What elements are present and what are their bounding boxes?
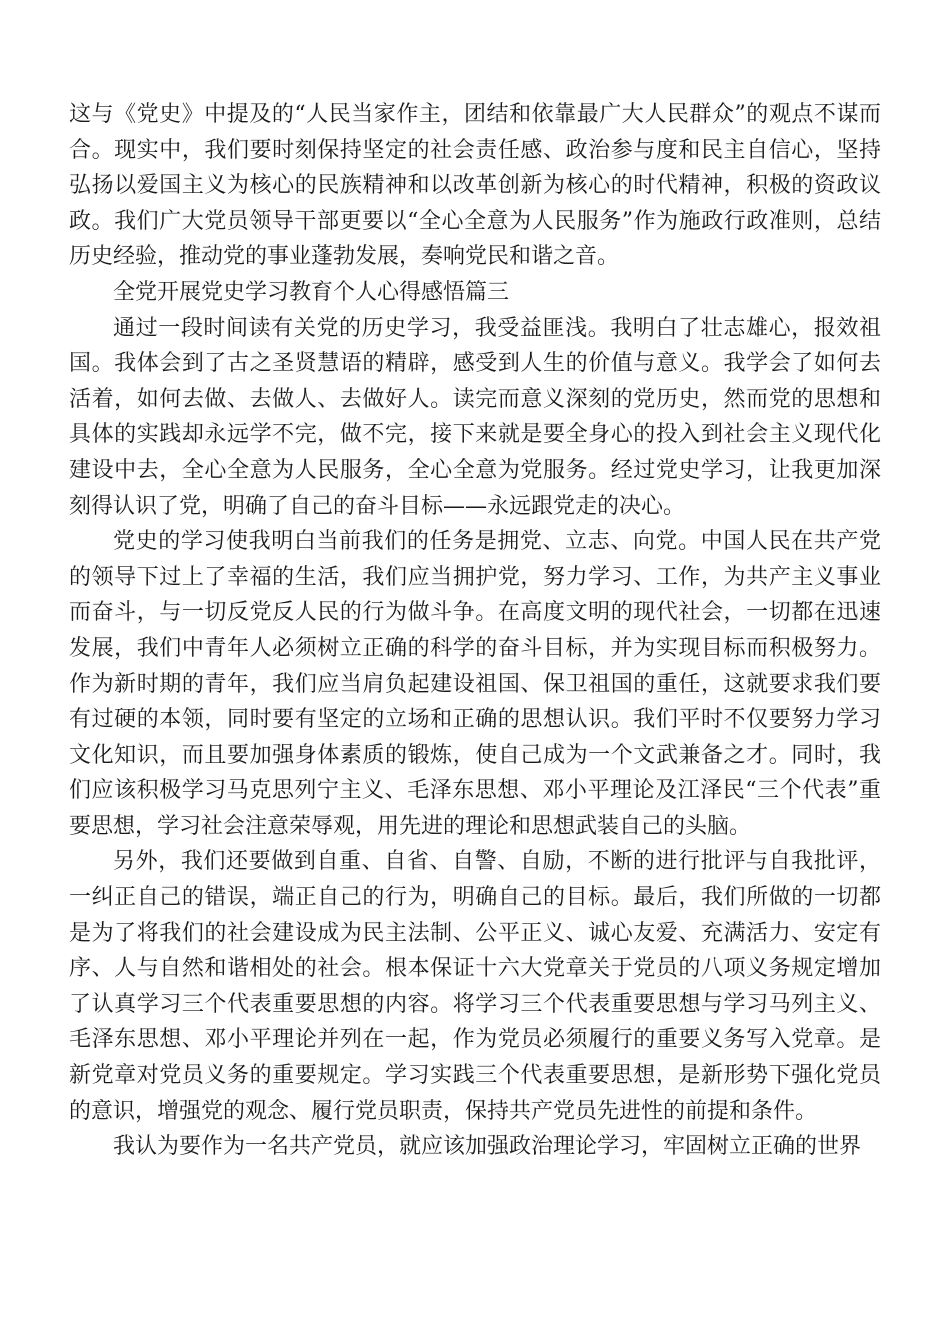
- document-body: [69, 97, 881, 1165]
- paragraph: 另外，我们还要做到自重、自省、自警、自励，不断的进行批评与自我批评，一纠正自己的错误，端正自己的行为，明确自己的目标。最后，我们所做的一切都是为了将我们的社会建设成为民主法制、公平正义、诚心友爱、充满活力、安定有序、人与自然和谐相处的社会。根本保证十六大党章关于党员的八项义务规定增加了认真学习三个代表重要思想的内容。将学习三个代表重要思想与学习马列主义、毛泽东思想、邓小平理论并列在一起，作为党员必须履行的重要义务写入党章。是新党章对党员义务的重要规定。学习实践三个代表重要思想，是新形势下强化党员的意识，增强党的观念、履行党员职责，保持共产党员先进性的前提和条件。: [69, 849, 881, 1124]
- section-heading: 全党开展党史学习教育个人心得感悟篇三: [113, 279, 510, 305]
- paragraph: 通过一段时间读有关党的历史学习，我受益匪浅。我明白了壮志雄心，报效祖国。我体会到了古之圣贤慧语的精辟，感受到人生的价值与意义。我学会了如何去活着，如何去做、去做人、去做好人。读完而意义深刻的党历史，然而党的思想和具体的实践却永远学不完，做不完，接下来就是要全身心的投入到社会主义现代化建设中去，全心全意为人民服务，全心全意为党服务。经过党史学习，让我更加深刻得认识了党，明确了自己的奋斗目标——永远跟党走的决心。: [69, 315, 881, 519]
- paragraph: 党史的学习使我明白当前我们的任务是拥党、立志、向党。中国人民在共产党的领导下过上了幸福的生活，我们应当拥护党，努力学习、工作，为共产主义事业而奋斗，与一切反党反人民的行为做斗争。在高度文明的现代社会，一切都在迅速发展，我们中青年人必须树立正确的科学的奋斗目标，并为实现目标而积极努力。作为新时期的青年，我们应当肩负起建设祖国、保卫祖国的重任，这就要求我们要有过硬的本领，同时要有坚定的立场和正确的思想认识。我们平时不仅要努力学习文化知识，而且要加强身体素质的锻炼，使自己成为一个文武兼备之才。同时，我们应该积极学习马克思列宁主义、毛泽东思想、邓小平理论及江泽民“三个代表”重要思想，学习社会注意荣辱观，用先进的理论和思想武装自己的头脑。: [69, 529, 881, 839]
- paragraph-continuation: 这与《党史》中提及的“人民当家作主，团结和依靠最广大人民群众”的观点不谋而合。现实中，我们要时刻保持坚定的社会责任感、政治参与度和民主自信心，坚持弘扬以爱国主义为核心的民族精神和以改革创新为核心的时代精神，积极的资政议政。我们广大党员领导干部更要以“全心全意为人民服务”作为施政行政准则，总结历史经验，推动党的事业蓬勃发展，奏响党民和谐之音。: [69, 102, 881, 270]
- paragraph: 我认为要作为一名共产党员，就应该加强政治理论学习，牢固树立正确的世界: [113, 1134, 862, 1160]
